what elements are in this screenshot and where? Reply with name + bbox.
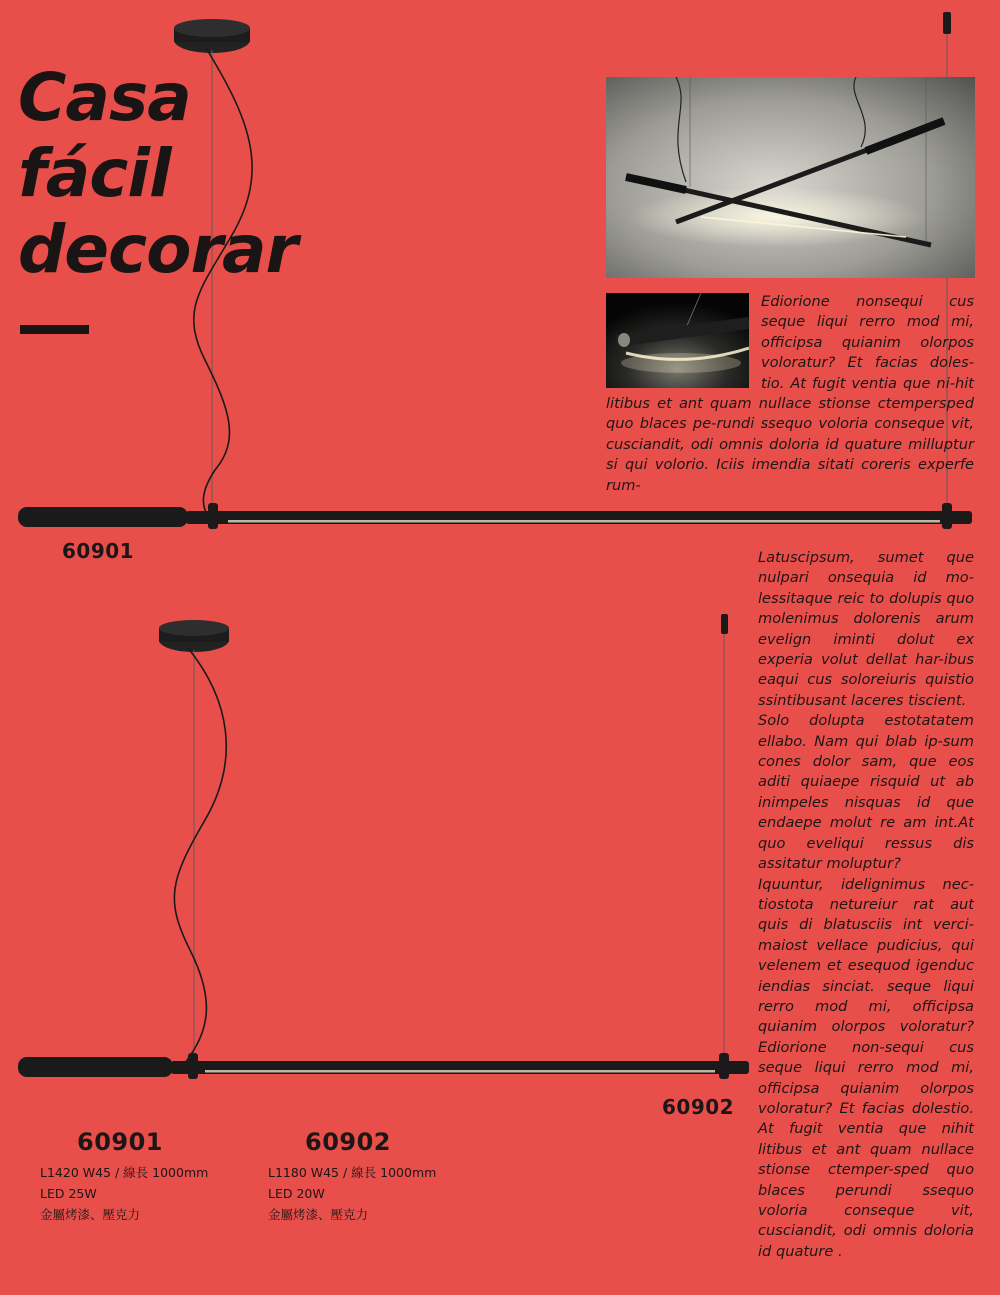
spec-material: 金屬烤漆、壓克力 bbox=[268, 1207, 369, 1222]
spec-power: LED 25W bbox=[40, 1186, 97, 1201]
photo-wrap-spacer bbox=[606, 292, 761, 392]
body-paragraph-2: Solo dolupta estotatatem ellabo. Nam qui blab ip-sum cones dolor sam, que eos aditi quiaepe risquid ut ab inimpeles nisquas id que endaepe molut re am int.At quo eveliqui ressus dis assitatur moluptur? bbox=[758, 712, 974, 873]
spec-model-number: 60901 bbox=[77, 1128, 163, 1156]
body-copy-top bbox=[606, 292, 974, 496]
body-copy-top-text: Ediorione nonsequi cus seque liqui rerro mod mi, officipsa quianim olorpos voloratur? Et facias doles-tio. At fugit ventia que ni-hit litibus et ant quam nullace stionse ctempersped quo blaces pe-rundi ssequo voloria conseque vit, cusciandit, odi omnis doloria id quature milluptur si qui volorio. Iciis imendia sitati coreris experfe rum- bbox=[606, 293, 974, 494]
spec-dimensions: L1420 W45 / 線長 1000mm bbox=[40, 1165, 209, 1180]
headline-line-3: decorar bbox=[18, 211, 298, 288]
ceiling-anchor bbox=[943, 12, 951, 34]
title-underline-dash bbox=[20, 325, 89, 334]
led-strip bbox=[228, 520, 940, 523]
headline bbox=[18, 60, 297, 288]
spec-block-60901 bbox=[40, 1128, 270, 1225]
model-tag-60902: 60902 bbox=[662, 1095, 735, 1119]
headline-line-2: fácil bbox=[18, 135, 171, 212]
spec-power: LED 20W bbox=[268, 1186, 325, 1201]
body-copy-right bbox=[758, 548, 974, 1262]
spec-dimensions: L1180 W45 / 線長 1000mm bbox=[268, 1165, 437, 1180]
body-paragraph-3: Iquuntur, idelignimus nec-tiostota netureiur rat aut quis di blatusciis int verci-maiost vellace pudicius, qui velenem et esequod igenduc iendias sinciat. seque liqui rerro mod mi, officipsa quianim olorpos voloratur?Ediorione non-sequi cus seque liqui rerro mod mi, officipsa quianim olorpos voloratur? Et facias dolestio. At fugit ventia que nihit litibus et ant quam nullace stionse ctemper-sped quo blaces perundi ssequo voloria conseque vit, cusciandit, odi omnis doloria id quature . bbox=[758, 875, 974, 1260]
product-photo-crossed-lamps bbox=[606, 77, 975, 278]
body-paragraph-1: Latuscipsum, sumet que nulpari onsequia id mo-lessitaque reic to dolupis quo molenimus dolorenis arum evelign iminti dolut ex experia volut dellat har-ibus eaqui cus soloreiuris quistio ssintibusant laceres tiscient. bbox=[758, 549, 974, 709]
model-tag-60901: 60901 bbox=[62, 539, 135, 563]
spec-material: 金屬烤漆、壓克力 bbox=[40, 1207, 141, 1222]
spec-block-60902 bbox=[268, 1128, 498, 1225]
headline-line-1: Casa bbox=[18, 59, 191, 136]
lamp-end-cap bbox=[18, 507, 188, 527]
spec-model-number: 60902 bbox=[305, 1128, 391, 1156]
